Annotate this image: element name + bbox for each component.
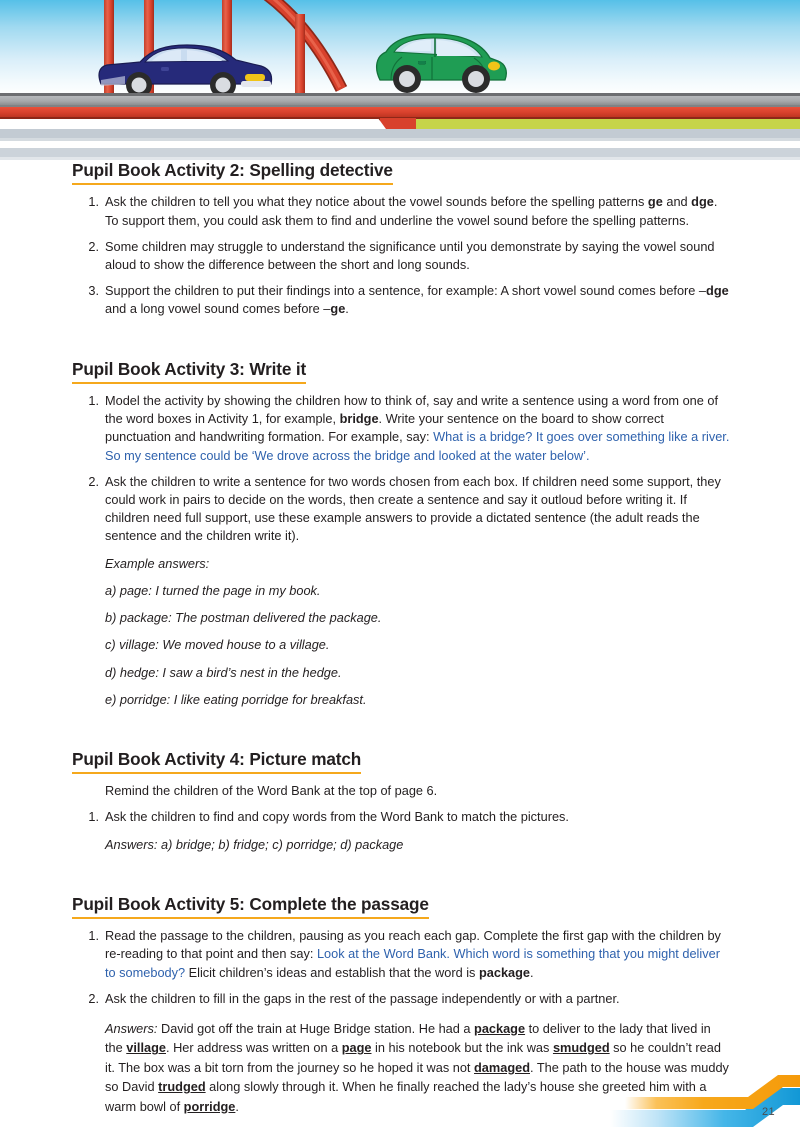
list-item — [72, 392, 730, 465]
answer-word: village — [126, 1040, 166, 1056]
activity-3-steps — [72, 392, 730, 546]
step-text-part: Model the activity by showing the children how to think of, say and write a sentence using a word from one of the word boxes in Activity 1, for example, — [105, 392, 719, 427]
step-text: Ask the children to fill in the gaps in the rest of the passage independently or with a partner. — [105, 990, 620, 1006]
answer-word: damaged — [474, 1059, 530, 1075]
step-number: 1. — [88, 194, 99, 210]
answer-text-part: along slowly through it. When he finally reached the lady’s house she greeted him with a warm bowl of — [105, 1079, 707, 1114]
step-text-part: Elicit children’s ideas and establish that the word is — [185, 964, 479, 980]
section-activity-3 — [72, 359, 730, 709]
step-text-part: . — [530, 964, 534, 980]
list-item — [72, 282, 730, 318]
speech-example-text: Look at the Word Bank. Which word is something that you might deliver to somebody? — [105, 946, 720, 980]
header-illustration — [0, 0, 800, 160]
activity-4-intro: Remind the children of the Word Bank at the top of page 6. — [105, 783, 438, 799]
answer-word: page — [341, 1040, 372, 1056]
example-answers-label: Example answers: — [105, 555, 210, 571]
activity-4-answers: Answers: a) bridge; b) fridge; c) porridge; d) package — [105, 836, 404, 852]
activity-4-title: Pupil Book Activity 4: Picture match — [72, 749, 361, 774]
footer-wave-graphic — [0, 1060, 800, 1132]
list-item — [72, 238, 730, 274]
step-text-bold: bridge — [339, 411, 379, 427]
grey-stripe-1-light — [0, 138, 800, 141]
step-text: Some children may struggle to understand the significance until you demonstrate by saying the vowel sound aloud to show the difference between the short and long sounds. — [105, 238, 715, 272]
activity-5-title: Pupil Book Activity 5: Complete the passage — [72, 894, 429, 919]
answer-text-part: . Her address was written on a — [165, 1040, 342, 1056]
list-item — [72, 473, 730, 546]
answer-word: package — [474, 1021, 526, 1037]
activity-5-steps — [72, 927, 730, 1008]
step-number: 2. — [88, 238, 99, 254]
page-number: 21 — [761, 1106, 775, 1118]
answer-text-part: . The path to the house was muddy so David — [105, 1059, 729, 1095]
answer-word: porridge — [183, 1098, 236, 1114]
step-number: 3. — [88, 283, 99, 299]
activity-2-steps — [72, 193, 730, 318]
step-text-part: Read the passage to the children, pausing as you reach each gap. Complete the first gap with the children by re-reading to that point and then say: — [105, 928, 721, 962]
activity-2-title: Pupil Book Activity 2: Spelling detective — [72, 160, 393, 185]
step-text-bold: dge — [691, 194, 714, 210]
example-answer-item: d) hedge: I saw a bird’s nest in the hedge. — [105, 664, 342, 680]
step-number: 2. — [88, 990, 99, 1006]
green-car-icon — [372, 30, 512, 98]
answer-word: trudged — [158, 1079, 206, 1095]
answers-label: Answers: — [105, 1021, 158, 1037]
grey-stripe-2 — [0, 148, 800, 157]
step-number: 1. — [88, 809, 99, 825]
list-item — [72, 927, 730, 982]
answer-text-part: in his notebook but the ink was — [371, 1040, 553, 1056]
list-item — [72, 193, 730, 229]
section-activity-2 — [72, 160, 730, 319]
step-text-part: Ask the children to tell you what they notice about the vowel sounds before the spelling patterns — [105, 194, 648, 210]
example-answer-item: b) package: The postman delivered the package. — [105, 610, 382, 626]
step-text-part: Support the children to put their findings into a sentence, for example: A short vowel sound comes before – — [105, 283, 707, 299]
example-answer-item: e) porridge: I like eating porridge for breakfast. — [105, 691, 367, 707]
answer-word: smudged — [552, 1040, 610, 1056]
example-answer-item: a) page: I turned the page in my book. — [105, 582, 321, 598]
road-deck — [0, 96, 800, 105]
step-text-bold: ge — [330, 301, 346, 317]
step-text: Ask the children to find and copy words from the Word Bank to match the pictures. — [105, 809, 569, 825]
list-item — [72, 808, 730, 826]
list-item — [72, 990, 730, 1008]
step-number: 1. — [88, 392, 99, 408]
answer-text-part: so he couldn’t read it. The box was a bit torn from the journey so he hoped it was not — [105, 1040, 721, 1075]
step-text-part: . To support them, you could ask them to find and underline the vowel sound before the spelling patterns. — [105, 194, 718, 228]
example-answer-item: c) village: We moved house to a village. — [105, 637, 330, 653]
answer-text-part: to deliver to the lady that lived in the — [105, 1021, 711, 1056]
step-text-part: . — [345, 301, 349, 317]
page-footer — [0, 1060, 800, 1132]
step-number: 2. — [88, 473, 99, 489]
step-number: 1. — [88, 928, 99, 944]
step-text-part: and a long vowel sound comes before – — [105, 301, 331, 317]
page-content — [0, 160, 800, 1116]
section-activity-4 — [72, 749, 730, 854]
bridge-hanger-icon — [295, 14, 305, 100]
step-text-bold: dge — [706, 283, 729, 299]
activity-3-title: Pupil Book Activity 3: Write it — [72, 359, 306, 384]
step-text-bold: ge — [647, 194, 663, 210]
blue-car-icon — [95, 40, 275, 98]
answer-text-part: . — [235, 1098, 239, 1114]
answer-text-part: David got off the train at Huge Bridge station. He had a — [157, 1021, 475, 1037]
step-text-part: and — [662, 194, 692, 210]
step-text: Ask the children to write a sentence for two words chosen from each box. If children need some support, they could work in pairs to decide on the words, then create a sentence and say it outloud before writing it. If children need full support, use these example answers to provide a dictated sentence (the adult reads the sentence and the children write it). — [105, 473, 721, 544]
step-text-part: . Write your sentence on the board to show correct punctuation and handwriting formation. For example, say: — [105, 411, 664, 445]
speech-example-text: What is a bridge? It goes over something like a river. So my sentence could be ‘We drove across the bridge and looked at the water below’. — [105, 429, 730, 463]
activity-4-steps — [72, 808, 730, 826]
step-text-bold: package — [478, 964, 531, 980]
